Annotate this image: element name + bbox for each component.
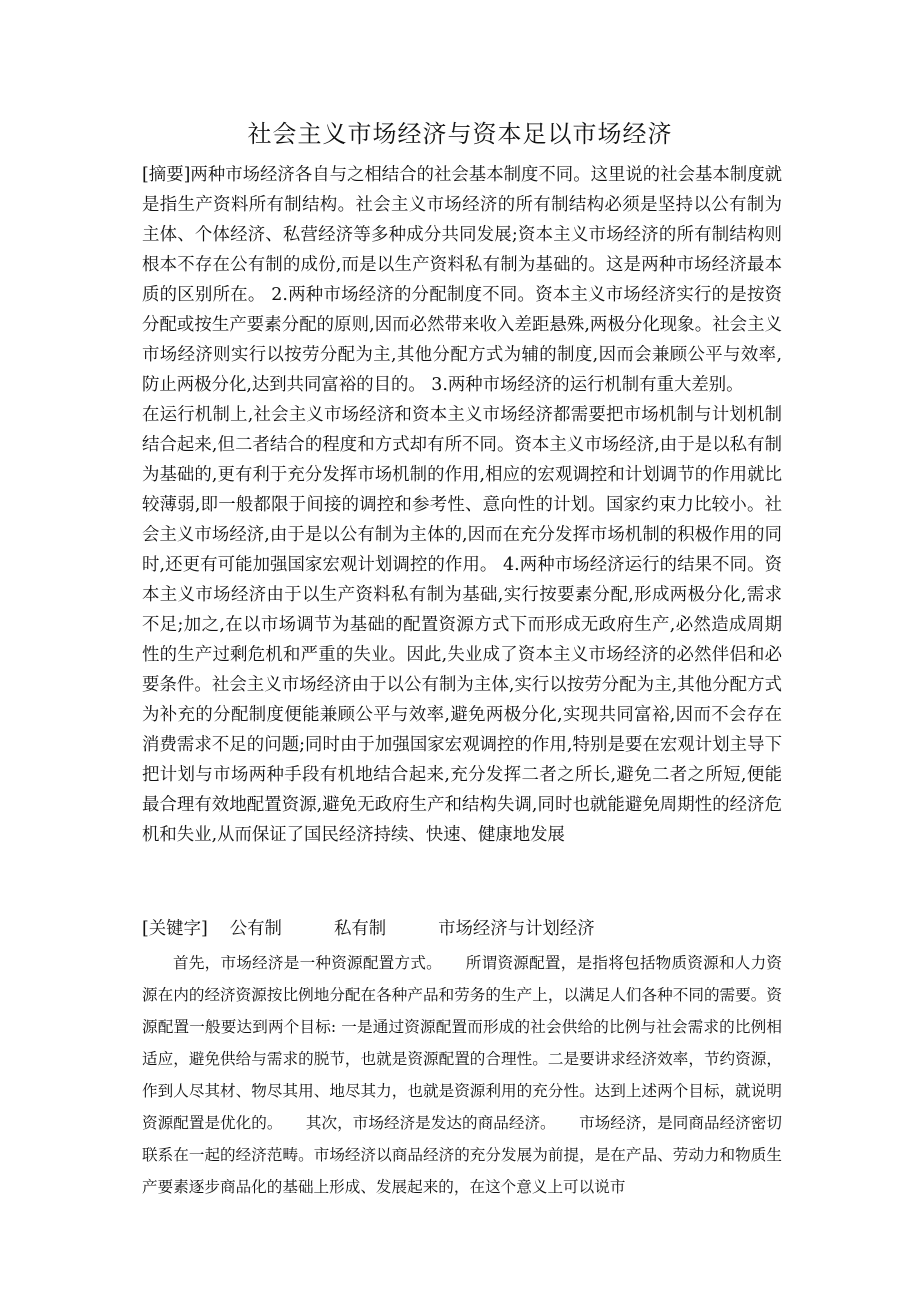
body-paragraph: 首先，市场经济是一种资源配置方式。 所谓资源配置，是指将包括物质资源和人力资源在内的经济资源按比例地分配在各种产品和劳务的生产上，以满足人们各种不同的需要。资源配置一般要达到两个目标: 一是通过资源配置而形成的社会供给的比例与社会需求的比例相适应，避免供给与需求的脱节，也就是资源配置的合理性。二是要讲求经济效率，节约资源，作到人尽其材、物尽其用、地尽其力，也就是资源利用的充分性。达到上述两个目标，就说明资源配置是优化的。 其次，市场经济是发达的商品经济。 市场经济，是同商品经济密切联系在一起的经济范畴。市场经济以商品经济的充分发展为前提，是在产品、劳动力和物质生产要素逐步商品化的基础上形成、发展起来的，在这个意义上可以说市	[142, 954, 782, 1196]
abstract-section	[142, 160, 782, 850]
keyword-item: 公有制	[229, 919, 282, 939]
keyword-item: 私有制	[333, 919, 387, 939]
abstract-paragraph: 在运行机制上,社会主义市场经济和资本主义市场经济都需要把市场机制与计划机制结合起来,但二者结合的程度和方式却有所不同。资本主义市场经济,由于是以私有制为基础的,更有利于充分发挥市场机制的作用,相应的宏观调控和计划调节的作用就比较薄弱,即一般都限于间接的调控和参考性、意向性的计划。国家约束力比较小。社会主义市场经济,由于是以公有制为主体的,因而在充分发挥市场机制的积极作用的同时,还更有可能加强国家宏观计划调控的作用。 4.两种市场经济运行的结果不同。资本主义市场经济由于以生产资料私有制为基础,实行按要素分配,形成两极分化,需求不足;加之,在以市场调节为基础的配置资源方式下而形成无政府生产,必然造成周期性的生产过剩危机和严重的失业。因此,失业成了资本主义市场经济的必然伴侣和必要条件。社会主义市场经济由于以公有制为主体,实行以按劳分配为主,其他分配方式为补充的分配制度便能兼顾公平与效率,避免两极分化,实现共同富裕,因而不会存在消费需求不足的问题;同时由于加强国家宏观调控的作用,特别是要在宏观计划主导下把计划与市场两种手段有机地结合起来,充分发挥二者之所长,避免二者之所短,便能最合理有效地配置资源,避免无政府生产和结构失调,同时也就能避免周期性的经济危机和失业,从而保证了国民经济持续、快速、健康地发展	[142, 405, 782, 845]
keyword-item: 市场经济与计划经济	[438, 919, 595, 939]
keywords-line	[142, 914, 782, 944]
keywords-label: [关键字]	[142, 919, 208, 939]
document-title: 社会主义市场经济与资本足以市场经济	[247, 120, 673, 148]
abstract-paragraph: [摘要]两种市场经济各自与之相结合的社会基本制度不同。这里说的社会基本制度就是指生产资料所有制结构。社会主义市场经济的所有制结构必须是坚持以公有制为主体、个体经济、私营经济等多种成分共同发展;资本主义市场经济的所有制结构则根本不存在公有制的成份,而是以生产资料私有制为基础的。这是两种市场经济最本质的区别所在。 2.两种市场经济的分配制度不同。资本主义市场经济实行的是按资分配或按生产要素分配的原则,因而必然带来收入差距悬殊,两极分化现象。社会主义市场经济则实行以按劳分配为主,其他分配方式为辅的制度,因而会兼顾公平与效率,防止两极分化,达到共同富裕的目的。 3.两种市场经济的运行机制有重大差别。	[142, 165, 782, 395]
